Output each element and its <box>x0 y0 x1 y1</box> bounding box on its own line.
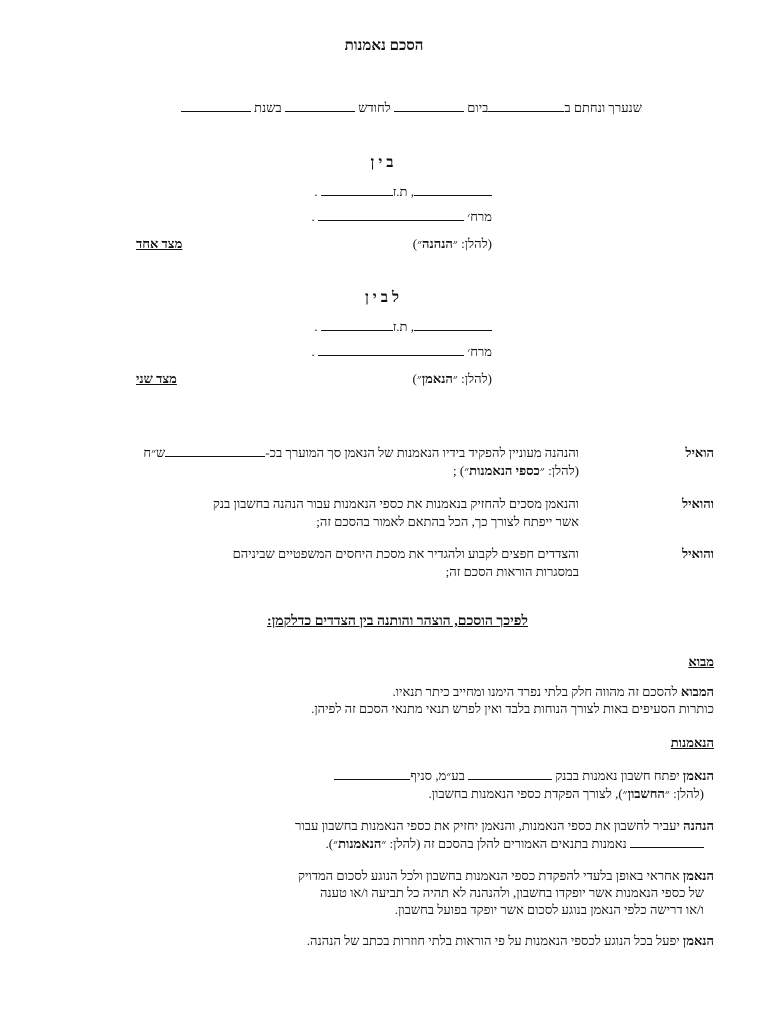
whereas1-line2 <box>453 463 579 479</box>
party2-side: מצד שני <box>136 371 177 386</box>
trust-c2-def-term: הנאמנות <box>338 836 382 851</box>
party2-id-line: , ת.ז . <box>314 319 492 335</box>
whereas1-def-suffix: ״) ; <box>453 463 470 478</box>
trust-clause3-line1 <box>298 868 714 884</box>
party1-side: מצד אחד <box>136 236 183 251</box>
party1-address-blank[interactable] <box>318 209 464 221</box>
opening-text-4: בשנת <box>254 100 282 115</box>
whereas1-currency: ש״ח <box>143 445 166 460</box>
trust-c4-text: יפעל בכל הנוגע לכספי הנאמנות על פי הוראות בלתי חוזרות בכתב של הנהנה. <box>306 933 683 948</box>
bank-blank[interactable] <box>468 768 552 780</box>
place-blank[interactable] <box>488 100 564 112</box>
trust-c1-text: יפתח חשבון נאמנות בבנק <box>555 768 683 783</box>
whereas1-label: הואיל <box>685 445 714 460</box>
whereas3-label: והואיל <box>682 546 714 561</box>
trust-c1-def-prefix: (להלן: ״ <box>664 786 704 801</box>
between-label: בין <box>370 155 398 171</box>
document-title: הסכם נאמנות <box>344 38 424 54</box>
trust-c1-def-suffix: ״), לצורך הפקדת כספי הנאמנות בחשבון. <box>428 786 628 801</box>
party1-nickname-prefix: (להלן: ״ <box>452 236 492 251</box>
intro-term: המבוא <box>680 684 714 699</box>
agreed-heading: לפיכך הוסכם, הוצהר והותנה בין הצדדים כדלקמן: <box>267 614 528 629</box>
party2-id-blank[interactable] <box>321 319 393 331</box>
trust-c1-branch: בע״מ, סניף <box>410 768 469 783</box>
whereas1-def-prefix: (להלן: ״ <box>539 463 579 478</box>
intro-text: להסכם זה מהווה חלק בלתי נפרד הימנו ומחייב כיתר תנאיו. <box>392 684 681 699</box>
trust-clause2-line1 <box>295 818 714 834</box>
party2-nickname-term: הנאמן <box>421 371 453 386</box>
trust-c2-term: הנהנה <box>683 818 714 833</box>
party1-nickname-suffix: ״) <box>412 236 423 251</box>
party2-address-label: מרח׳ <box>467 344 492 359</box>
whereas2-line2: אשר ייפתח לצורך כך, הכל בהתאם לאמור בהסכם זה; <box>316 514 579 529</box>
beneficiary-blank[interactable] <box>630 836 704 848</box>
party1-id-blank[interactable] <box>321 184 393 196</box>
party2-nickname-prefix: (להלן: ״ <box>452 371 492 386</box>
and-between-label: לבין <box>364 290 403 306</box>
party2-nickname-suffix: ״) <box>412 371 422 386</box>
day-blank[interactable] <box>394 100 464 112</box>
year-blank[interactable] <box>181 100 251 112</box>
party2-nickname <box>413 371 492 387</box>
opening-text-2: ביום <box>467 100 489 115</box>
whereas3-line1: והצדדים חפצים לקבוע ולהגדיר את מסכת היחסים המשפטיים שביניהם <box>232 546 579 561</box>
trust-clause1-line2 <box>428 786 704 802</box>
party1-nickname <box>413 236 492 252</box>
trust-c1-def-term: החשבון <box>627 786 665 801</box>
month-blank[interactable] <box>285 100 355 112</box>
party2-id-label: , ת.ז <box>392 319 414 334</box>
trust-c3-term: הנאמן <box>682 868 714 883</box>
amount-blank[interactable] <box>165 445 265 457</box>
trust-c2-def-suffix: ״). <box>325 836 339 851</box>
intro-line2: כותרות הסעיפים באות לצורך הנוחות בלבד ואין לפרש תנאי מתנאי הסכם זה לפיהן. <box>311 701 714 716</box>
trust-clause3-line2: של כספי הנאמנות אשר יופקדו בחשבון, ולהנהנה לא תהיה כל תביעה ו/או טענה <box>319 885 704 900</box>
whereas2-line1: והנאמן מסכים להחזיק בנאמנות את כספי הנאמנות עבור הנהנה בחשבון בנק <box>212 496 579 511</box>
party2-address-line: מרח׳ . <box>311 344 492 359</box>
party1-id-line: , ת.ז . <box>314 184 492 200</box>
whereas1-text: והנהנה מעוניין להפקיד בידיו הנאמנות של הנאמן סך המוערך בכ- <box>265 445 579 460</box>
opening-text-1: שנערך ונחתם ב <box>564 100 642 115</box>
party1-id-label: , ת.ז <box>392 184 414 199</box>
party1-address-label: מרח׳ <box>467 209 492 224</box>
whereas2-label: והואיל <box>682 496 714 511</box>
trust-c3-text: אחראי באופן בלעדי להפקדת כספי הנאמנות בחשבון ולכל הנוגע לסכום המדויק <box>298 868 683 883</box>
opening-line <box>181 100 642 116</box>
trust-clause3-line3: ו/או דרישה כלפי הנאמן בנוגע לסכום אשר יופקד בפועל בחשבון. <box>394 902 704 917</box>
trust-c1-term: הנאמן <box>682 768 714 783</box>
trust-c2-text: יעביר לחשבון את כספי הנאמנות, והנאמן יחזיק את כספי הנאמנות בחשבון עבור <box>295 818 684 833</box>
party1-nickname-term: הנהנה <box>422 236 453 251</box>
branch-blank[interactable] <box>334 768 410 780</box>
party1-address-line: מרח׳ . <box>311 209 492 224</box>
trust-c4-term: הנאמן <box>682 933 714 948</box>
trust-heading: הנאמנות <box>670 735 714 750</box>
opening-text-3: לחודש <box>358 100 391 115</box>
party2-name-blank[interactable] <box>414 319 492 331</box>
whereas3-line2: במסגרות הוראות הסכם זה; <box>445 564 579 579</box>
party1-name-blank[interactable] <box>414 184 492 196</box>
whereas1-def-term: כספי הנאמנות <box>469 463 540 478</box>
party2-address-blank[interactable] <box>318 344 464 356</box>
trust-clause4-line1 <box>307 933 714 949</box>
trust-c2-def-prefix: נאמנות בתנאים האמורים להלן בהסכם זה (להלן: ״ <box>381 836 630 851</box>
trust-clause2-line2 <box>326 836 704 852</box>
intro-line1 <box>392 684 714 700</box>
intro-heading: מבוא <box>688 654 714 669</box>
whereas1-line1 <box>143 445 579 461</box>
trust-clause1-line1 <box>334 768 714 784</box>
